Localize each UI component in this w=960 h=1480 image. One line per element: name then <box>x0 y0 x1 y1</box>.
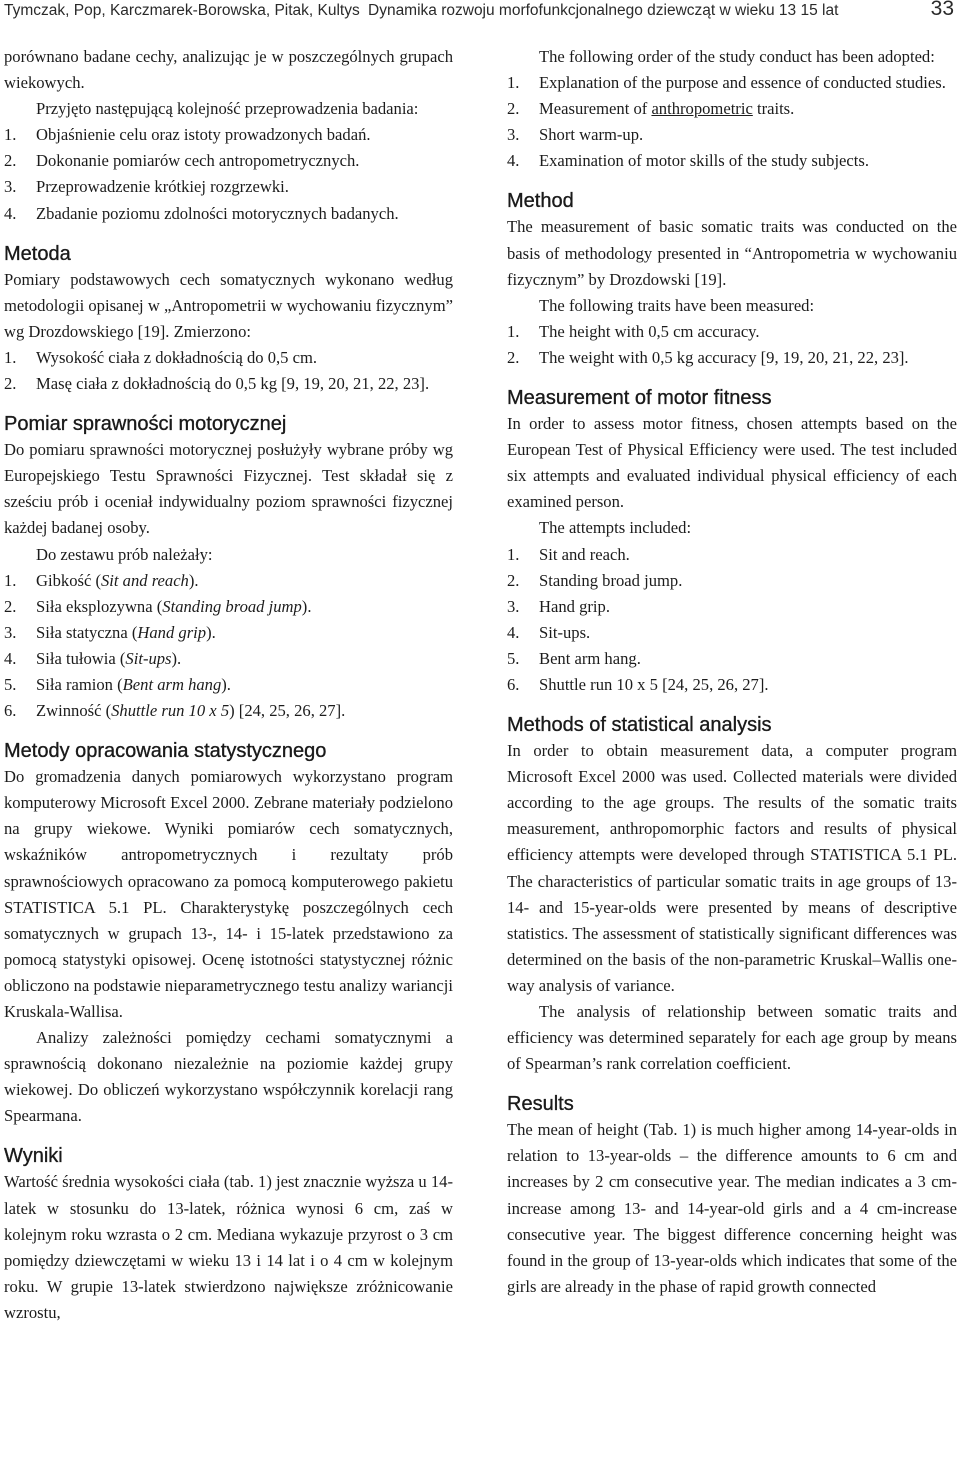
list-item: 1. Wysokość ciała z dokładnością do 0,5 cm. <box>4 347 318 367</box>
list-item: 3. Short warm-up. <box>507 125 644 145</box>
list-item: 1. The height with 0,5 cm accuracy. <box>507 321 760 341</box>
stat-paragraph: Do gromadzenia danych pomiarowych wykorzystano program komputerowy Microsoft Excel 2000. Zebrane materiały podzielono na grupy wiekowe. Wyniki pomiarów cech somatycznych, wskaźników antropometrycznych i rezultaty prób sprawnościowych opracowano za pomocą komputerowego pakietu STATISTICA 5.1 PL. Charakterystykę poszczególnych cech somatycznych w grupach 13-, 14- i 15-latek przedstawiono za pomocą statystyki opisowej. Ocenę istotności statystycznej różnic obliczono na podstawie nieparametrycznego testu analizy wariancji Kruskala-Wallisa. <box>4 767 453 1021</box>
list-item: 2. Dokonanie pomiarów cech antropometrycznych. <box>4 151 360 171</box>
method-subintro: The following traits have been measured: <box>539 295 815 315</box>
motor-list <box>4 568 453 725</box>
order-list <box>507 70 957 174</box>
section-heading: Wyniki <box>4 1145 63 1168</box>
section-heading: Results <box>507 1093 574 1116</box>
running-head-title: Dynamika rozwoju morfofunkcjonalnego dziewcząt w wieku 13 15 lat <box>368 2 839 19</box>
results-paragraph: The mean of height (Tab. 1) is much higher among 14-year-olds in relation to 13-year-olds – the difference amounts to 6 cm and increases by 2 cm consecutive year. The median indicates a 3 cm-increase among 13- and 14-year-old girls and a 4 cm-increase consecutive year. The biggest difference concerning height was found in the group of 13-year-olds which indicates that some of the girls are already in the phase of rapid growth connected <box>507 1120 957 1296</box>
list-item: 1. Gibkość (Sit and reach). <box>4 570 199 590</box>
list-item: 2. Masę ciała z dokładnością do 0,5 kg [9, 19, 20, 21, 22, 23]. <box>4 374 430 394</box>
list-item: 1. Sit and reach. <box>507 544 630 564</box>
list-item: 1. Explanation of the purpose and essence of conducted studies. <box>507 73 946 93</box>
list-item: 5. Siła ramion (Bent arm hang). <box>4 674 231 694</box>
stat-paragraph-2: The analysis of relationship between somatic traits and efficiency was determined separately for each age group by means of Spearman’s rank correlation coefficient. <box>507 1002 957 1074</box>
method-paragraph: The measurement of basic somatic traits was conducted on the basis of methodology presented in “Antropometria w wychowaniu fizycznym” by Drozdowski [19]. <box>507 217 957 289</box>
list-item: 4. Zbadanie poziomu zdolności motorycznych badanych. <box>4 203 399 223</box>
section-heading: Metody opracowania statystycznego <box>4 740 327 763</box>
section-heading: Methods of statistical analysis <box>507 714 772 737</box>
order-list <box>4 122 453 226</box>
list-item: 4. Siła tułowia (Sit-ups). <box>4 648 182 668</box>
order-intro: The following order of the study conduct has been adopted: <box>539 47 935 66</box>
motor-paragraph: Do pomiaru sprawności motorycznej posłużyły wybrane próby wg Europejskiego Testu Sprawności Fizycznej. Test składał się z sześciu prób i oceniał indywidualny poziom sprawności fizycznej każdej badanej osoby. <box>4 440 453 538</box>
list-item: 3. Siła statyczna (Hand grip). <box>4 622 216 642</box>
list-item: 6. Shuttle run 10 x 5 [24, 25, 26, 27]. <box>507 674 769 694</box>
list-item: 3. Hand grip. <box>507 596 610 616</box>
list-item: 6. Zwinność (Shuttle run 10 x 5) [24, 25, 26, 27]. <box>4 701 346 721</box>
list-item: 2. Standing broad jump. <box>507 570 683 590</box>
section-heading: Pomiar sprawności motorycznej <box>4 413 287 436</box>
list-item: 2. Measurement of anthropometric traits. <box>507 99 795 119</box>
stat-paragraph: In order to obtain measurement data, a computer program Microsoft Excel 2000 was used. Collected materials were divided according to the age groups. The results of the somatic traits measurement, anthropomorphic factors and results of physical efficiency attempts were developed through STATISTICA 5.1 PL. The characteristics of particular somatic traits in age groups of 13-14- and 15-year-olds were presented by means of descriptive statistics. The assessment of statistically significant differences was determined on the basis of the non-parametric Kruskal–Wallis one-way analysis of variance. <box>507 741 957 995</box>
page-number: 33 <box>930 0 954 20</box>
method-paragraph: Pomiary podstawowych cech somatycznych wykonano według metodologii opisanej w „Antropometrii w wychowaniu fizycznym” wg Drozdowskiego [19]. Zmierzono: <box>4 269 453 341</box>
section-heading: Measurement of motor fitness <box>507 387 772 410</box>
stat-paragraph-2: Analizy zależności pomiędzy cechami somatycznymi a sprawnością dokonano niezależnie na poziomie każdej grupy wiekowej. Do obliczeń wykorzystano współczynnik korelacji rang Spearmana. <box>4 1028 453 1126</box>
motor-subintro: The attempts included: <box>539 518 692 538</box>
list-item: 5. Bent arm hang. <box>507 648 641 668</box>
left-column <box>4 44 453 1326</box>
section-heading: Method <box>507 190 574 213</box>
motor-paragraph: In order to assess motor fitness, chosen attempts based on the European Test of Physical Efficiency were used. The test included six attempts and evaluated individual physical efficiency of each examined person. <box>507 414 957 512</box>
order-intro: Przyjęto następującą kolejność przeprowadzenia badania: <box>36 99 419 119</box>
motor-list <box>507 542 957 699</box>
method-list <box>507 319 957 371</box>
intro-paragraph: porównano badane cechy, analizując je w poszczególnych grupach wiekowych. <box>4 47 453 93</box>
list-item: 2. Siła eksplozywna (Standing broad jump). <box>4 596 312 616</box>
motor-subintro: Do zestawu prób należały: <box>36 544 213 564</box>
right-column <box>507 44 957 1300</box>
running-head-authors: Tymczak, Pop, Karczmarek-Borowska, Pitak, Kultys <box>4 2 360 19</box>
page-header <box>4 0 956 22</box>
list-item: 2. The weight with 0,5 kg accuracy [9, 19, 20, 21, 22, 23]. <box>507 347 909 367</box>
list-item: 1. Objaśnienie celu oraz istoty prowadzonych badań. <box>4 125 371 145</box>
list-item: 4. Examination of motor skills of the study subjects. <box>507 151 869 171</box>
list-item: 3. Przeprowadzenie krótkiej rozgrzewki. <box>4 177 289 197</box>
results-paragraph: Wartość średnia wysokości ciała (tab. 1) jest znacznie wyższa u 14-latek w stosunku do 13-latek, różnica wynosi 6 cm, zaś w kolejnym roku wzrasta o 2 cm. Mediana wykazuje przyrost o 3 cm pomiędzy dziewczętami w wieku 13 i 14 lat i o 4 cm w kolejnym roku. W grupie 13-latek stwierdzono największe zróżnicowanie wzrostu, <box>4 1172 453 1322</box>
list-item: 4. Sit-ups. <box>507 622 591 642</box>
section-heading: Metoda <box>4 242 71 265</box>
method-list <box>4 345 453 397</box>
